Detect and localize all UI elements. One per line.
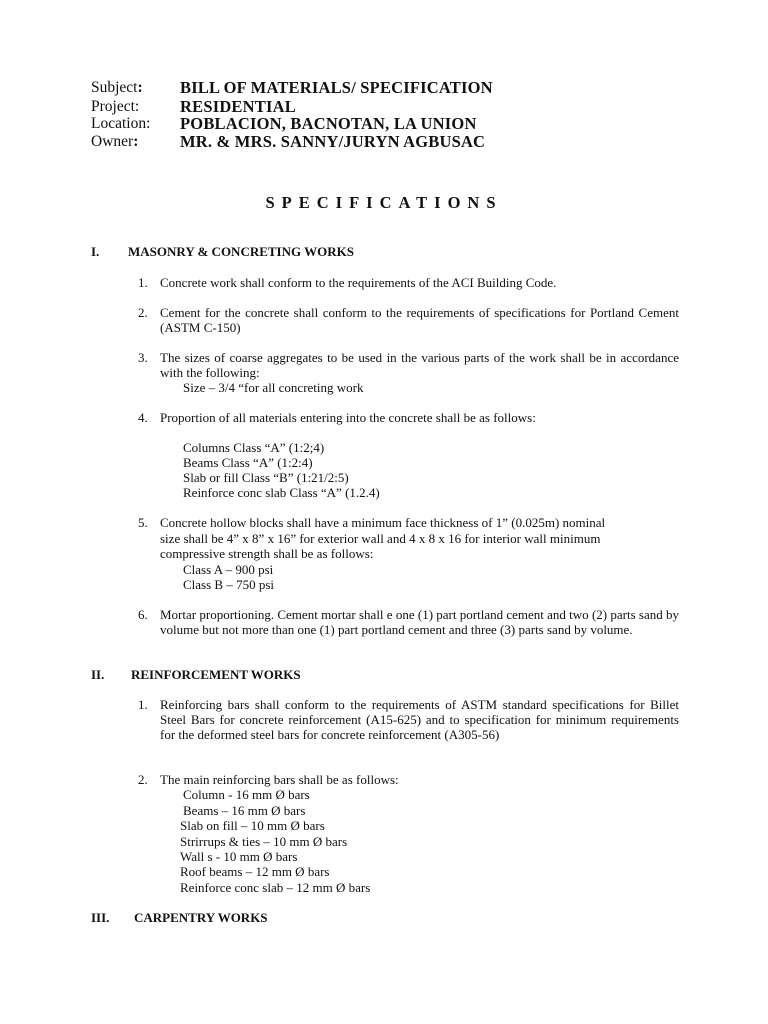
subject-label: Subject — [91, 79, 138, 96]
sub-line: Slab on fill – 10 mm Ø bars — [180, 818, 325, 833]
project-value: RESIDENTIAL — [180, 97, 296, 116]
sub-line: Roof beams – 12 mm Ø bars — [180, 864, 330, 879]
section-number: III. — [91, 910, 110, 925]
sub-line: Reinforce conc slab – 12 mm Ø bars — [180, 880, 371, 895]
sub-line: Beams – 16 mm Ø bars — [183, 803, 306, 818]
sub-line: Slab or fill Class “B” (1:21/2:5) — [183, 470, 349, 485]
section-number: II. — [91, 667, 105, 682]
subject-value: BILL OF MATERIALS/ SPECIFICATION — [180, 78, 493, 97]
location-label: Location: — [91, 115, 151, 132]
owner-label: Owner — [91, 133, 134, 150]
sub-line: Columns Class “A” (1:2;4) — [183, 440, 325, 455]
section-name: MASONRY & CONCRETING WORKS — [128, 244, 354, 259]
owner-value: MR. & MRS. SANNY/JURYN AGBUSAC — [180, 132, 486, 151]
owner-colon: : — [133, 133, 139, 150]
sub-line: Beams Class “A” (1:2:4) — [183, 455, 313, 470]
sub-line: Class B – 750 psi — [183, 577, 275, 592]
sub-line: Class A – 900 psi — [183, 562, 274, 577]
location-value: POBLACION, BACNOTAN, LA UNION — [180, 114, 477, 133]
document-page: Subject: BILL OF MATERIALS/ SPECIFICATION Project: RESIDENTIAL Location: POBLACION, BACNOTAN, LA UNION Owner: MR. & MRS. SANNY/JURYN AGBUSAC SPECIFICATIONS I. MASONRY & CONCRETING WORKS 1. Concrete work shall conform to the requirements of the ACI Building Code. 2. Cement for the concrete shall conform to the requirements of specifications for Portland Cement (ASTM C-150) 3. The sizes of coarse aggregates to be used in the various parts of the work shall be in accordance with the following: Size – 3/4 “for all concreting work 4. Proportion of all materials entering into the concrete shall be as follows: Columns Class “A” (1:2;4) Beams Class “A” (1:2:4) Slab or fill Class “B” (1:21/2:5) Reinforce conc slab Class “A” (1.2.4) 5. Concrete hollow blocks shall have a minimum face thickness of 1” (0.025m) nominal size shall be 4” x 8” x 16” for exterior wall and 4 x 8 x 16 for interior wall minimum compressive strength shall be as follows: Class A – 900 psi Class B – 750 psi 6. Mortar proportioning. Cement mortar shall e one (1) part portland cement and two (2) parts sand by volume but not more than one (1) part portland cement and three (3) parts sand by volume. II. REINFORCEMENT WORKS 1. Reinforcing bars shall conform to the requirements of ASTM standard specifications for Billet Steel Bars for concrete reinforcement (A15-625) and to specification for minimum requirements for the deformed steel bars for concrete reinforcement (A305-56) 2. The main reinforcing bars shall be as follows: Column - 16 mm Ø bars Beams – 16 mm Ø bars Slab on fill – 10 mm Ø bars Strirrups & ties – 10 mm Ø bars Wall s - 10 mm Ø bars Roof beams – 12 mm Ø bars Reinforce conc slab – 12 mm Ø bars III. CARPENTRY WORKS — [0, 0, 768, 1024]
section-name: CARPENTRY WORKS — [134, 910, 268, 925]
subject-colon: : — [137, 79, 143, 96]
item-line: size shall be 4” x 8” x 16” for exterior wall and 4 x 8 x 16 for interior wall minimum — [160, 531, 601, 546]
sub-line: Reinforce conc slab Class “A” (1.2.4) — [183, 485, 380, 500]
section-number: I. — [91, 244, 100, 259]
item-line: Concrete hollow blocks shall have a minimum face thickness of 1” (0.025m) nominal — [160, 515, 606, 530]
sub-line: Size – 3/4 “for all concreting work — [183, 380, 364, 395]
sub-line: Wall s - 10 mm Ø bars — [180, 849, 298, 864]
page-title: SPECIFICATIONS — [265, 193, 503, 212]
item-line: compressive strength shall be as follows: — [160, 546, 374, 561]
sub-line: Strirrups & ties – 10 mm Ø bars — [180, 834, 348, 849]
section-name: REINFORCEMENT WORKS — [131, 667, 301, 682]
sub-line: Column - 16 mm Ø bars — [183, 787, 310, 802]
project-label: Project: — [91, 98, 140, 115]
